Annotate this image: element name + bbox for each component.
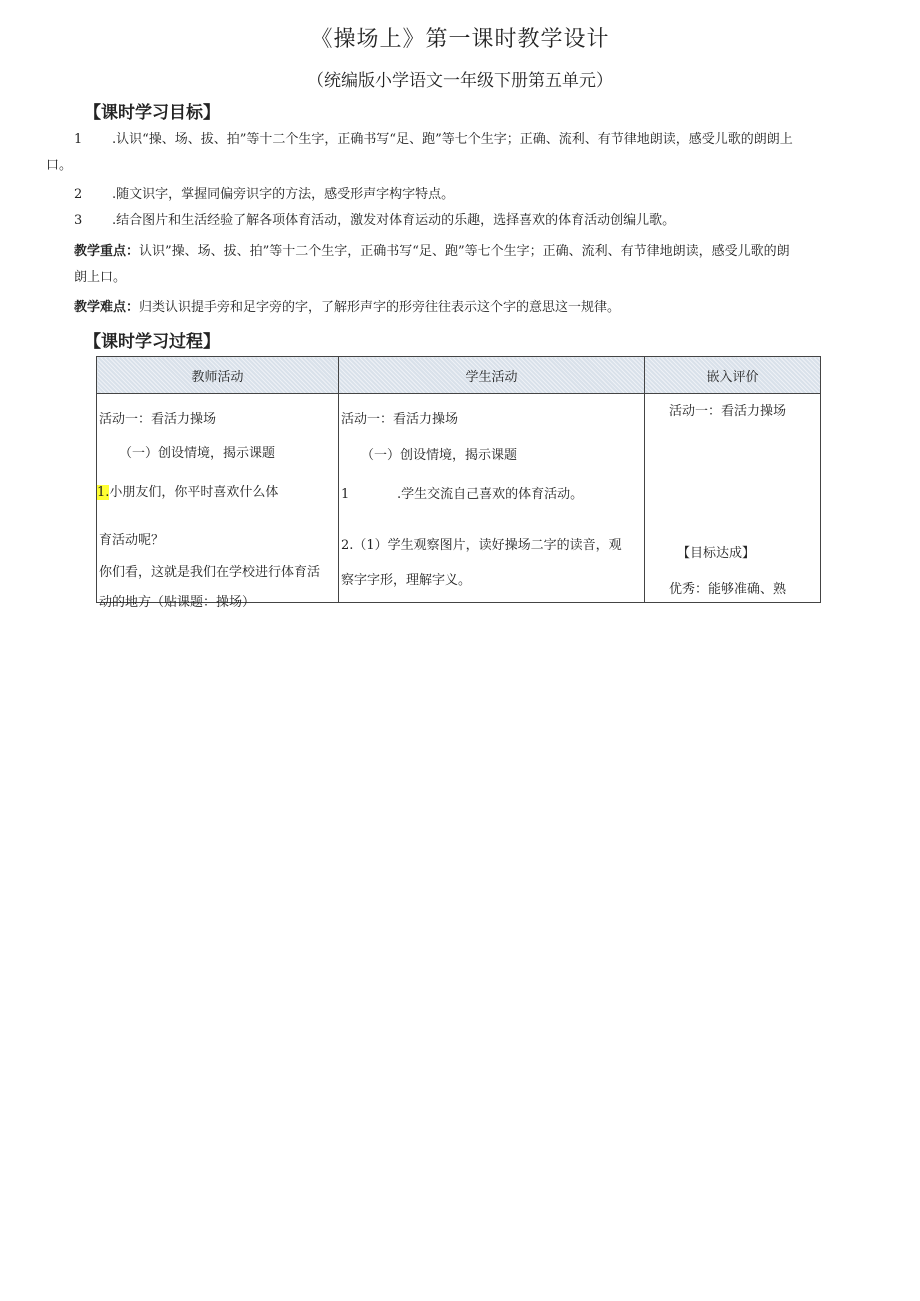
teacher-line: 你们看，这就是我们在学校进行体育活 bbox=[99, 565, 321, 580]
key-point-continued: 朗上口。 bbox=[74, 270, 127, 285]
student-line: （一）创设情境，揭示课题 bbox=[361, 448, 518, 463]
process-heading: 【课时学习过程】 bbox=[84, 332, 220, 352]
goals-heading: 【课时学习目标】 bbox=[84, 103, 220, 123]
evaluation-cell bbox=[645, 394, 821, 603]
goal-1-continued: 口。 bbox=[46, 158, 73, 173]
teacher-activity-cell bbox=[97, 394, 339, 610]
teacher-line: 动的地方（贴课题：操场） bbox=[99, 595, 256, 610]
goal-number: 2 bbox=[74, 187, 83, 202]
goal-number: 1 bbox=[74, 132, 83, 147]
key-point-label: 教学重点： bbox=[74, 244, 140, 259]
teacher-line: 育活动呢？ bbox=[99, 533, 165, 548]
teacher-line bbox=[97, 481, 278, 500]
evaluation-line: 优秀：能够准确、熟 bbox=[669, 582, 787, 597]
evaluation-line: 活动一：看活力操场 bbox=[669, 404, 787, 419]
student-line: 活动一：看活力操场 bbox=[341, 412, 459, 427]
document-subtitle: （统编版小学语文一年级下册第五单元） bbox=[307, 71, 613, 91]
goal-number: 3 bbox=[74, 213, 83, 228]
difficult-point bbox=[74, 296, 620, 320]
document-title: 《操场上》第一课时教学设计 bbox=[310, 27, 610, 52]
evaluation-line: 【目标达成】 bbox=[677, 546, 756, 561]
goal-3 bbox=[74, 209, 675, 233]
highlighted-number: 1. bbox=[97, 485, 110, 500]
goal-text: .结合图片和生活经验了解各项体育活动，激发对体育运动的乐趣，选择喜欢的体育活动创编儿歌。 bbox=[112, 213, 676, 228]
table-header-row bbox=[97, 357, 821, 394]
student-line bbox=[341, 483, 583, 502]
teacher-line: （一）创设情境，揭示课题 bbox=[119, 446, 276, 461]
header-teacher-activity: 教师活动 bbox=[97, 357, 339, 394]
goal-2 bbox=[74, 183, 454, 207]
header-student-activity: 学生活动 bbox=[339, 357, 645, 394]
student-line-text: .学生交流自己喜欢的体育活动。 bbox=[397, 487, 584, 502]
student-line: 察字字形，理解字义。 bbox=[341, 573, 472, 588]
process-table bbox=[96, 356, 821, 610]
table-row bbox=[97, 394, 821, 603]
key-point-text: 认识”操、场、拔、拍”等十二个生字，正确书写“足、跑”等七个生字；正确、流利、有节律地朗读，感受儿歌的朗 bbox=[139, 244, 790, 259]
goal-text: .认识“操、场、拔、拍”等十二个生字，正确书写“足、跑”等七个生字；正确、流利、有节律地朗读，感受儿歌的朗朗上 bbox=[112, 132, 793, 147]
goal-text: .随文识字，掌握同偏旁识字的方法，感受形声字构字特点。 bbox=[112, 187, 455, 202]
difficult-point-label: 教学难点： bbox=[74, 300, 140, 315]
student-line-number: 1 bbox=[341, 487, 350, 502]
header-embedded-evaluation: 嵌入评价 bbox=[645, 357, 821, 394]
teacher-line: 活动一：看活力操场 bbox=[99, 412, 217, 427]
difficult-point-text: 归类认识提手旁和足字旁的字，了解形声字的形旁往往表示这个字的意思这一规律。 bbox=[139, 300, 621, 315]
student-activity-cell bbox=[339, 394, 645, 603]
goal-1 bbox=[74, 128, 793, 152]
student-line: 2.（1）学生观察图片，读好操场二字的读音，观 bbox=[341, 538, 622, 553]
teacher-line-text: 小朋友们，你平时喜欢什么体 bbox=[109, 485, 279, 500]
key-point bbox=[74, 240, 790, 264]
